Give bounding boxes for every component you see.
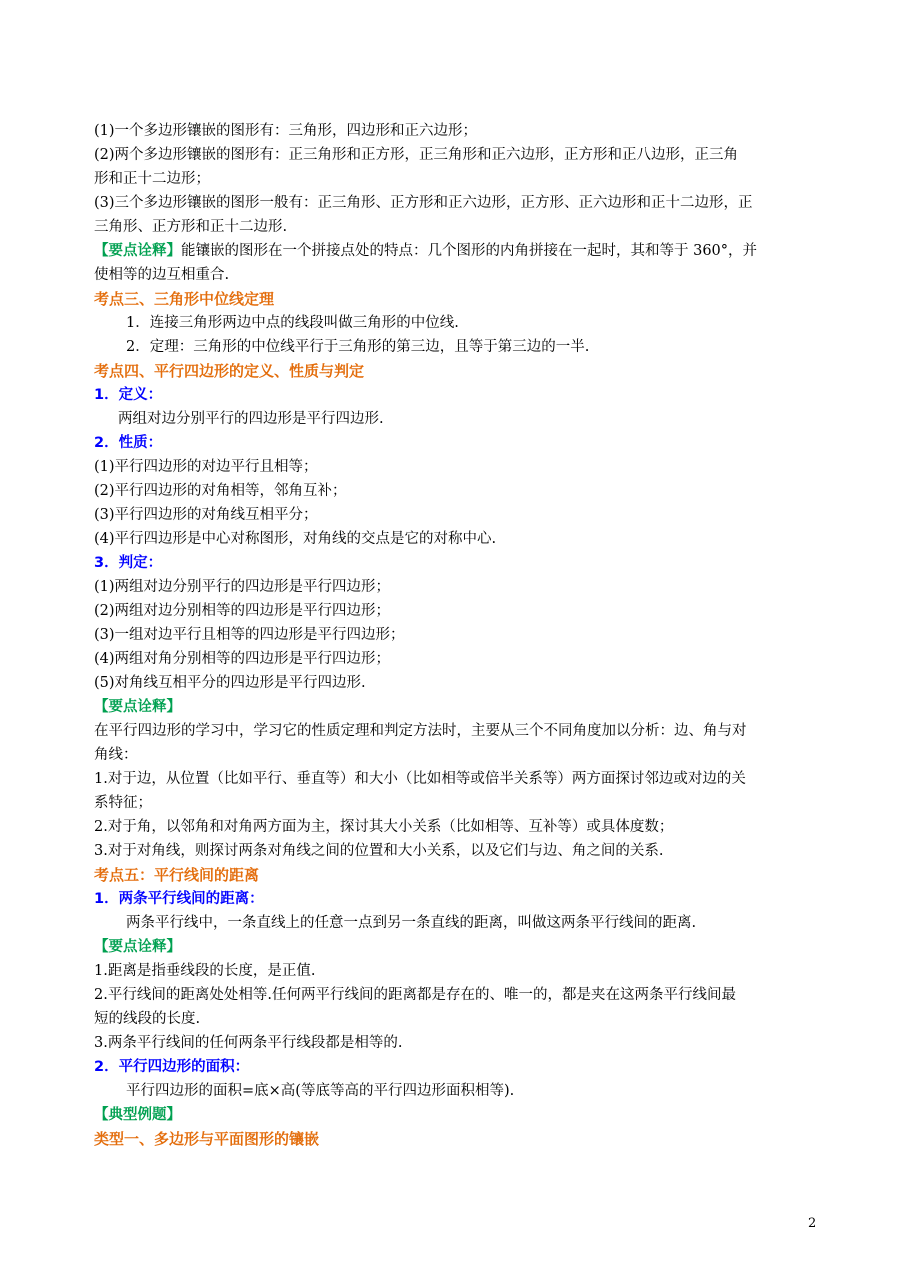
paragraph-line: 在平行四边形的学习中，学习它的性质定理和判定方法时，主要从三个不同角度加以分析：边、角与对 [94,723,747,739]
list-item: (5)对角线互相平分的四边形是平行四边形. [94,675,366,691]
paragraph-line: 2．定理：三角形的中位线平行于三角形的第三边，且等于第三边的一半. [126,339,590,355]
list-item: (3)一组对边平行且相等的四边形是平行四边形； [94,627,405,643]
paragraph-line: 2.对于角，以邻角和对角两方面为主，探讨其大小关系（比如相等、互补等）或具体度数； [94,819,674,835]
section-heading: 考点四、平行四边形的定义、性质与判定 [94,362,365,380]
paragraph-line: 角线： [94,747,138,763]
section-heading: 考点三、三角形中位线定理 [94,290,275,308]
subsection-heading: 1．定义： [94,387,163,403]
paragraph-text: 能镶嵌的图形在一个拼接点处的特点：几个图形的内角拼接在一起时，其和等于 360°，并 [181,243,758,259]
subsection-heading: 2．性质： [94,435,163,451]
paragraph-line: 1．连接三角形两边中点的线段叫做三角形的中位线. [126,315,459,331]
list-item: (4)两组对角分别相等的四边形是平行四边形； [94,651,391,667]
section-heading: 类型一、多边形与平面图形的镶嵌 [94,1130,320,1148]
paragraph-line: 形和正十二边形； [94,171,210,187]
list-item: (4)平行四边形是中心对称图形，对角线的交点是它的对称中心. [94,531,497,547]
key-point-label: 【要点诠释】 [94,699,181,715]
list-item: (3)平行四边形的对角线互相平分； [94,507,318,523]
subsection-heading: 2．平行四边形的面积： [94,1059,250,1075]
list-item: (1)两组对边分别平行的四边形是平行四边形； [94,579,391,595]
paragraph-line: 1.距离是指垂线段的长度，是正值. [94,963,316,979]
key-point-label: 【要点诠释】 [94,243,181,259]
paragraph-line: 两条平行线中，一条直线上的任意一点到另一条直线的距离，叫做这两条平行线间的距离. [126,915,697,931]
paragraph-line: 三角形、正方形和正十二边形. [94,219,288,235]
paragraph-line: 系特征； [94,795,152,811]
section-heading: 考点五：平行线间的距离 [94,866,260,884]
list-item: (2)两组对边分别相等的四边形是平行四边形； [94,603,391,619]
paragraph-line: 短的线段的长度. [94,1011,201,1027]
paragraph-line: (3)三个多边形镶嵌的图形一般有：正三角形、正方形和正六边形，正方形、正六边形和正十二边形，正 [94,195,753,211]
paragraph-line: 3.两条平行线间的任何两条平行线段都是相等的. [94,1035,403,1051]
subsection-heading: 3．判定： [94,555,163,571]
paragraph-line: (1)一个多边形镶嵌的图形有：三角形，四边形和正六边形； [94,123,478,139]
key-point-label: 【要点诠释】 [94,939,181,955]
paragraph-line [94,242,757,260]
subsection-heading: 1．两条平行线间的距离： [94,891,264,907]
paragraph-line: (2)两个多边形镶嵌的图形有：正三角形和正方形，正三角形和正六边形，正方形和正八边形，正三角 [94,147,739,163]
list-item: (2)平行四边形的对角相等，邻角互补； [94,483,347,499]
paragraph-line: 2.平行线间的距离处处相等.任何两平行线间的距离都是存在的、唯一的，都是夹在这两条平行线间最 [94,987,736,1003]
paragraph-line: 3.对于对角线，则探讨两条对角线之间的位置和大小关系，以及它们与边、角之间的关系. [94,843,664,859]
page-number: 2 [808,1216,817,1231]
paragraph-line: 平行四边形的面积=底×高(等底等高的平行四边形面积相等). [126,1083,515,1099]
paragraph-line: 两组对边分别平行的四边形是平行四边形. [118,411,384,427]
paragraph-line: 1.对于边，从位置（比如平行、垂直等）和大小（比如相等或倍半关系等）两方面探讨邻边或对边的关 [94,771,746,787]
paragraph-line: 使相等的边互相重合. [94,267,230,283]
key-point-label: 【典型例题】 [94,1107,181,1123]
list-item: (1)平行四边形的对边平行且相等； [94,459,318,475]
